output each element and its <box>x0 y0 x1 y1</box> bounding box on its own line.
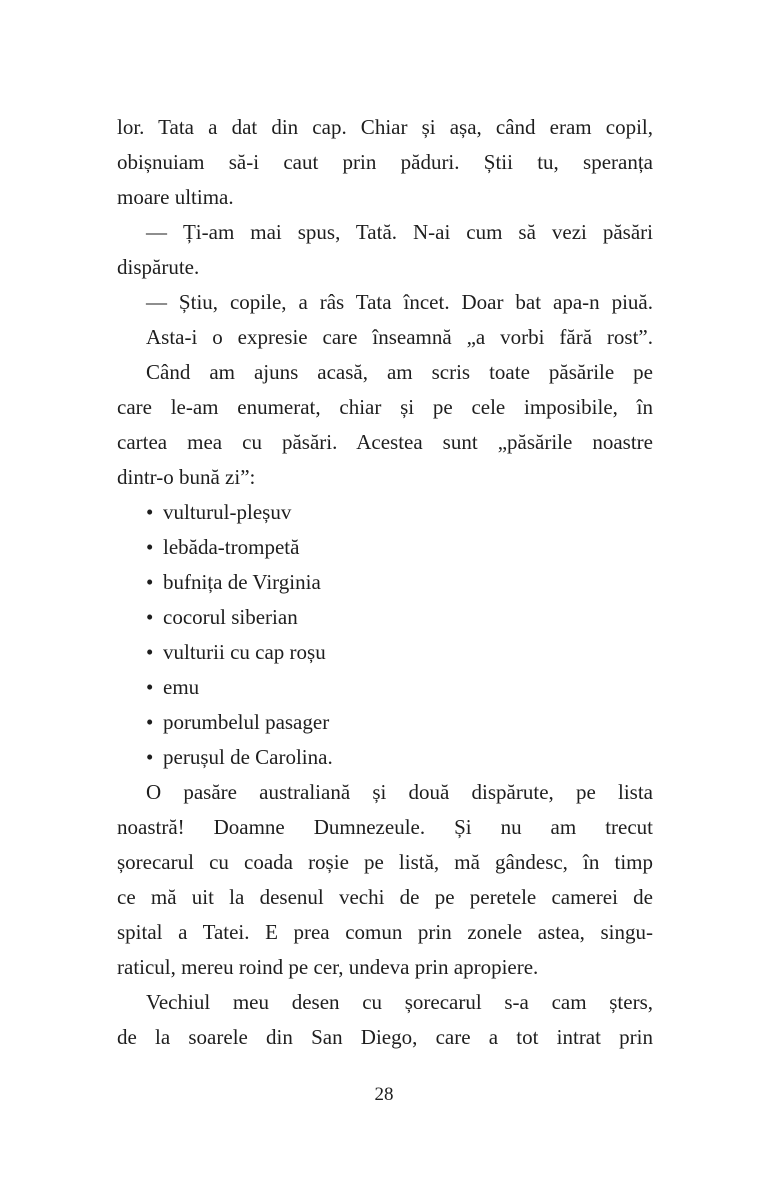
text-line: Când am ajuns acasă, am scris toate păsările pe <box>146 360 653 384</box>
text-line: O pasăre australiană și două dispărute, pe lista <box>146 780 653 804</box>
list-item <box>117 530 653 565</box>
list-item <box>117 705 653 740</box>
bird-list <box>117 495 653 775</box>
text-line: dispărute. <box>117 255 200 279</box>
list-item-label: bufnița de Virginia <box>163 570 321 594</box>
list-item <box>117 635 653 670</box>
bullet-icon: • <box>146 500 154 524</box>
list-item <box>117 740 653 775</box>
list-item <box>117 565 653 600</box>
bullet-icon: • <box>146 675 154 699</box>
list-item <box>117 600 653 635</box>
paragraph <box>117 320 653 355</box>
text-line: Asta-i o expresie care înseamnă „a vorbi fără rost”. <box>146 325 653 349</box>
text-line: de la soarele din San Diego, care a tot intrat prin <box>117 1025 653 1049</box>
paragraph <box>117 775 653 985</box>
list-item <box>117 495 653 530</box>
text-line: — Ți-am mai spus, Tată. N-ai cum să vezi păsări <box>146 220 653 244</box>
text-line: care le-am enumerat, chiar și pe cele imposibile, în <box>117 395 653 419</box>
text-line: cartea mea cu păsări. Acestea sunt „păsările noastre <box>117 430 653 454</box>
text-line: obișnuiam să-i caut prin păduri. Știi tu, speranța <box>117 150 653 174</box>
page-number: 28 <box>374 1084 394 1105</box>
list-item-label: porumbelul pasager <box>163 710 330 734</box>
text-line: raticul, mereu roind pe cer, undeva prin apropiere. <box>117 955 539 979</box>
bullet-icon: • <box>146 640 154 664</box>
list-item-label: perușul de Carolina. <box>163 745 333 769</box>
text-line: moare ultima. <box>117 185 234 209</box>
text-line: ce mă uit la desenul vechi de pe peretele camerei de <box>117 885 653 909</box>
text-line: dintr-o bună zi”: <box>117 465 256 489</box>
text-line: Vechiul meu desen cu șorecarul s-a cam șters, <box>146 990 653 1014</box>
list-item-label: emu <box>163 675 200 699</box>
list-item-label: vulturul-pleșuv <box>163 500 292 524</box>
paragraph <box>117 355 653 495</box>
bullet-icon: • <box>146 605 154 629</box>
text-line: șorecarul cu coada roșie pe listă, mă gândesc, în timp <box>117 850 653 874</box>
list-item-label: cocorul siberian <box>163 605 298 629</box>
text-line: — Știu, copile, a râs Tata încet. Doar bat apa-n piuă. <box>146 290 653 314</box>
paragraph <box>117 215 653 285</box>
text-line: lor. Tata a dat din cap. Chiar și așa, când eram copil, <box>117 115 653 139</box>
text-line: spital a Tatei. E prea comun prin zonele astea, singu- <box>117 920 653 944</box>
bullet-icon: • <box>146 535 154 559</box>
page-text <box>117 110 653 1055</box>
list-item-label: lebăda-trompetă <box>163 535 300 559</box>
bullet-icon: • <box>146 570 154 594</box>
bullet-icon: • <box>146 745 154 769</box>
paragraph <box>117 110 653 215</box>
bullet-icon: • <box>146 710 154 734</box>
text-line: noastră! Doamne Dumnezeule. Și nu am trecut <box>117 815 653 839</box>
paragraph <box>117 285 653 320</box>
paragraph <box>117 985 653 1055</box>
list-item <box>117 670 653 705</box>
list-item-label: vulturii cu cap roșu <box>163 640 326 664</box>
